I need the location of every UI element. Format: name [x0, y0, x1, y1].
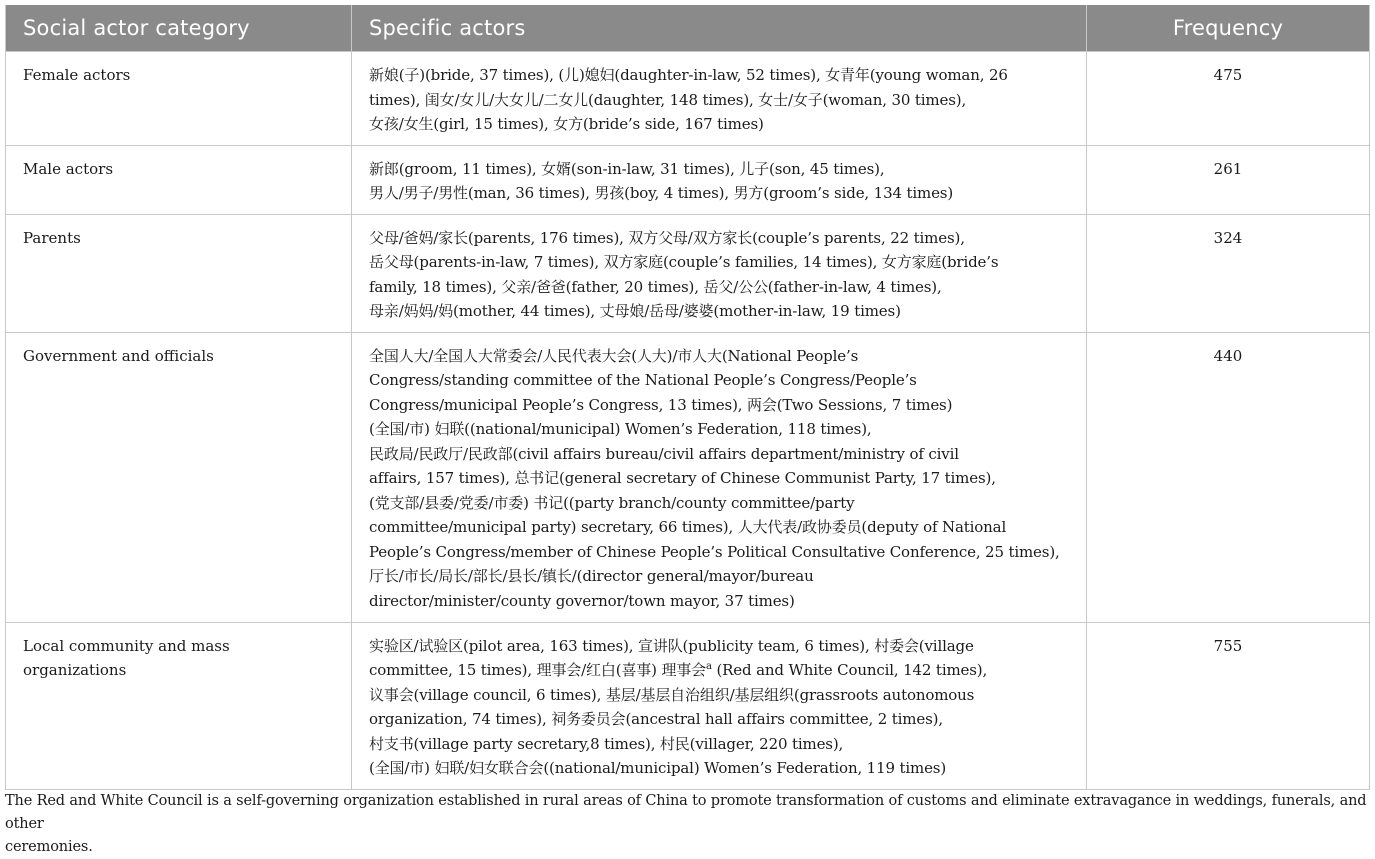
actors-text: 议事会(village council, 6 times), 基层/基层自治组织/基层组织(grassroots autonomous	[369, 685, 975, 704]
header-row	[6, 5, 1370, 52]
table-row	[6, 52, 1370, 146]
actors-text	[369, 658, 1076, 683]
actors-text: director/minister/county governor/town mayor, 37 times)	[369, 591, 795, 610]
category-cell	[6, 52, 352, 146]
footnote-text: The Red and White Council is a self-governing organization established in rural areas of China to promote transformation of customs and eliminate extravagance in weddings, funerals, and other	[5, 793, 1367, 832]
category-text: Female actors	[23, 66, 131, 84]
actors-text: 实验区/试验区(pilot area, 163 times), 宣讲队(publicity team, 6 times), 村委会(village	[369, 636, 974, 655]
actors-text: times), 闺女/女儿/大女儿/二女儿(daughter, 148 times), 女士/女子(woman, 30 times),	[369, 90, 967, 109]
actors-text: 民政局/民政厅/民政部(civil affairs bureau/civil affairs department/ministry of civil	[369, 444, 959, 463]
actors-text-segment: (Red and White Council, 142 times),	[711, 661, 988, 679]
frequency-cell: 324	[1087, 214, 1370, 332]
actors-cell	[352, 145, 1087, 214]
frequency-cell: 475	[1087, 52, 1370, 146]
actors-text: family, 18 times), 父亲/爸爸(father, 20 times), 岳父/公公(father-in-law, 4 times),	[369, 277, 942, 296]
category-cell	[6, 332, 352, 622]
table-row	[6, 214, 1370, 332]
social-actor-table	[5, 5, 1370, 790]
actors-text-segment: committee, 15 times), 理事会/红白(喜事) 理事会	[369, 661, 707, 679]
actors-text: affairs, 157 times), 总书记(general secretary of Chinese Communist Party, 17 times),	[369, 469, 996, 487]
actors-text: 全国人大/全国人大常委会/人民代表大会(人大)/市人大(National People’s	[369, 346, 859, 365]
actors-text: 男人/男子/男性(man, 36 times), 男孩(boy, 4 times), 男方(groom’s side, 134 times)	[369, 184, 954, 202]
table-row	[6, 145, 1370, 214]
header-frequency: Frequency	[1087, 5, 1370, 52]
category-text: Parents	[23, 228, 81, 247]
category-cell	[6, 214, 352, 332]
table-row	[6, 332, 1370, 622]
table-footnote	[5, 790, 1370, 859]
header-category: Social actor category	[6, 5, 352, 52]
actors-text: (党支部/县委/党委/市委) 书记((party branch/county committee/party	[369, 493, 855, 512]
actors-text: 村支书(village party secretary,8 times), 村民(villager, 220 times),	[369, 734, 844, 753]
actors-text: 厅长/市长/局长/部长/县长/镇长/(director general/mayor/bureau	[369, 567, 814, 585]
actors-text: organization, 74 times), 祠务委员会(ancestral hall affairs committee, 2 times),	[369, 710, 943, 728]
category-cell	[6, 622, 352, 789]
actors-cell	[352, 52, 1087, 146]
actors-text: 母亲/妈妈/妈(mother, 44 times), 丈母娘/岳母/婆婆(mother-in-law, 19 times)	[369, 302, 901, 320]
actors-text: Congress/standing committee of the National People’s Congress/People’s	[369, 371, 917, 389]
actors-text: Congress/municipal People’s Congress, 13 times), 两会(Two Sessions, 7 times)	[369, 395, 953, 414]
actors-text: (全国/市) 妇联((national/municipal) Women’s Federation, 118 times),	[369, 420, 872, 438]
actors-text: 父母/爸妈/家长(parents, 176 times), 双方父母/双方家长(couple’s parents, 22 times),	[369, 228, 965, 247]
actors-text: 新娘(子)(bride, 37 times), (儿)媳妇(daughter-in-law, 52 times), 女青年(young woman, 26	[369, 66, 1008, 84]
actors-text: 女孩/女生(girl, 15 times), 女方(bride’s side, 167 times)	[369, 115, 764, 133]
category-text: organizations	[23, 661, 127, 679]
category-text: Government and officials	[23, 346, 214, 365]
actors-cell	[352, 214, 1087, 332]
frequency-cell: 261	[1087, 145, 1370, 214]
actors-text: 岳父母(parents-in-law, 7 times), 双方家庭(couple’s families, 14 times), 女方家庭(bride’s	[369, 253, 999, 271]
category-cell	[6, 145, 352, 214]
social-actor-table-container	[5, 5, 1369, 790]
category-text: Local community and mass	[23, 636, 230, 655]
actors-cell	[352, 332, 1087, 622]
table-row	[6, 622, 1370, 789]
footnote-text: ceremonies.	[5, 839, 93, 855]
table-header	[6, 5, 1370, 52]
actors-text: 新郎(groom, 11 times), 女婿(son-in-law, 31 times), 儿子(son, 45 times),	[369, 159, 885, 178]
frequency-cell: 440	[1087, 332, 1370, 622]
table-body	[6, 52, 1370, 790]
category-text: Male actors	[23, 159, 114, 178]
frequency-cell: 755	[1087, 622, 1370, 789]
header-actors: Specific actors	[352, 5, 1087, 52]
actors-text: (全国/市) 妇联/妇女联合会((national/municipal) Women’s Federation, 119 times)	[369, 759, 947, 777]
footnote-marker: a	[706, 661, 712, 672]
actors-cell	[352, 622, 1087, 789]
actors-text: committee/municipal party) secretary, 66 times), 人大代表/政协委员(deputy of National	[369, 518, 1007, 536]
actors-text: People’s Congress/member of Chinese People’s Political Consultative Conference, 25 times),	[369, 542, 1060, 561]
